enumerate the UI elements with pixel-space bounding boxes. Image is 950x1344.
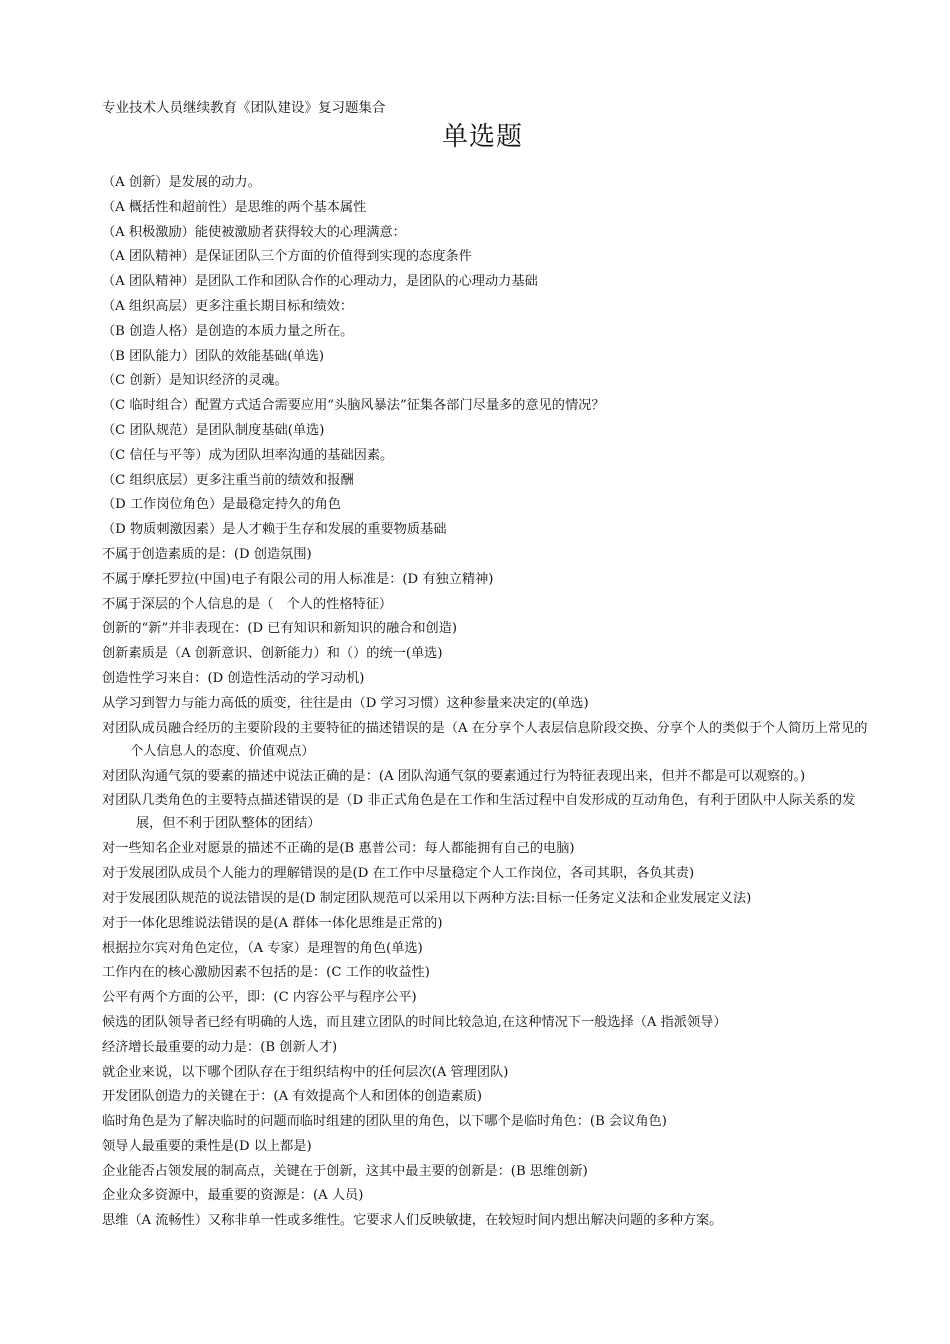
question-item: （A 团队精神）是团队工作和团队合作的心理动力，是团队的心理动力基础	[102, 274, 538, 290]
question-item: 工作内在的核心激励因素不包括的是：(C 工作的收益性)	[102, 965, 430, 981]
question-item: 对团队沟通气氛的要素的描述中说法正确的是：(A 团队沟通气氛的要素通过行为特征表现出来，但并不都是可以观察的。)	[102, 768, 806, 784]
question-item: （C 创新）是知识经济的灵魂。	[102, 373, 288, 389]
question-item: （C 组织底层）更多注重当前的绩效和报酬	[102, 472, 354, 488]
question-item: 企业众多资源中，最重要的资源是：(A 人员)	[102, 1188, 364, 1204]
question-item: 临时角色是为了解决临时的问题而临时组建的团队里的角色，以下哪个是临时角色：(B 会议角色)	[102, 1114, 667, 1130]
question-item: 就企业来说，以下哪个团队存在于组织结构中的任何层次(A 管理团队)	[102, 1064, 509, 1080]
question-list	[102, 171, 872, 1234]
question-item: 领导人最重要的秉性是(D 以上都是)	[102, 1138, 312, 1154]
question-item: 经济增长最重要的动力是：(B 创新人才)	[102, 1039, 338, 1055]
question-item: 对于发展团队规范的说法错误的是(D 制定团队规范可以采用以下两种方法:目标一任务定义法和企业发展定义法)	[102, 890, 752, 906]
question-item: 对于一体化思维说法错误的是(A 群体一体化思维是正常的)	[102, 915, 443, 931]
question-item: 对一些知名企业对愿景的描述不正确的是(B 惠普公司：每人都能拥有自己的电脑)	[102, 841, 575, 857]
question-item: 不属于摩托罗拉(中国)电子有限公司的用人标准是：(D 有独立精神)	[102, 571, 494, 587]
question-item: 根据拉尔宾对角色定位，（A 专家）是理智的角色(单选)	[102, 940, 423, 956]
question-item: 候选的团队领导者已经有明确的人选，而且建立团队的时间比较急迫,在这种情况下一般选择（A 指派领导）	[102, 1014, 727, 1030]
question-item: 创新素质是（A 创新意识、创新能力）和（）的统一(单选)	[102, 646, 443, 662]
question-item: 开发团队创造力的关键在于：(A 有效提高个人和团体的创造素质)	[102, 1089, 483, 1105]
question-item: （C 团队规范）是团队制度基础(单选)	[102, 422, 325, 438]
question-item: 对于发展团队成员个人能力的理解错误的是(D 在工作中尽量稳定个人工作岗位，各司其职，各负其责)	[102, 866, 695, 882]
question-item: （B 团队能力）团队的效能基础(单选)	[102, 348, 324, 364]
question-item: 对团队几类角色的主要特点描述错误的是（D 非正式角色是在工作和生活过程中自发形成的互动角色，有利于团队中人际关系的发展，但不利于团队整体的团结）	[102, 793, 856, 832]
question-item: （A 创新）是发展的动力。	[102, 175, 261, 190]
question-item: （D 物质刺激因素）是人才赖于生存和发展的重要物质基础	[102, 522, 447, 538]
question-item: 不属于创造素质的是：(D 创造氛围)	[102, 546, 312, 562]
question-item: （C 临时组合）配置方式适合需要应用“头脑风暴法”征集各部门尽量多的意见的情况？	[102, 398, 605, 414]
question-item: 创新的“新”并非表现在：(D 已有知识和新知识的融合和创造)	[102, 621, 458, 637]
question-item: （A 团队精神）是保证团队三个方面的价值得到实现的态度条件	[102, 249, 472, 265]
question-item: （D 工作岗位角色）是最稳定持久的角色	[102, 497, 341, 513]
question-item: 对团队成员融合经历的主要阶段的主要特征的描述错误的是（A 在分享个人表层信息阶段交换、分享个人的类似于个人简历上常见的个人信息人的态度、价值观点）	[102, 720, 868, 759]
question-item: 公平有两个方面的公平，即：(C 内容公平与程序公平)	[102, 990, 417, 1006]
document-header: 专业技术人员继续教育《团队建设》复习题集合	[102, 100, 386, 116]
question-item: 创造性学习来自：(D 创造性活动的学习动机)	[102, 670, 365, 686]
question-item: （B 创造人格）是创造的本质力量之所在。	[102, 323, 354, 339]
question-item: 思维（A 流畅性）又称非单一性或多维性。它要求人们反映敏捷，在较短时间内想出解决问题的多种方案。	[102, 1213, 723, 1229]
question-item: 企业能否占领发展的制高点，关键在于创新，这其中最主要的创新是：(B 思维创新)	[102, 1163, 588, 1179]
question-item: （C 信任与平等）成为团队坦率沟通的基础因素。	[102, 447, 394, 463]
question-item: 不属于深层的个人信息的是（ 个人的性格特征）	[102, 596, 393, 612]
question-item: （A 概括性和超前性）是思维的两个基本属性	[102, 199, 367, 215]
question-item: 从学习到智力与能力高低的质变，往往是由（D 学习习惯）这种参量来决定的(单选)	[102, 695, 589, 711]
question-item: （A 组织高层）更多注重长期目标和绩效：	[102, 298, 354, 314]
section-title: 单选题	[441, 122, 523, 152]
question-item: （A 积极激励）能使被激励者获得较大的心理满意：	[102, 224, 406, 240]
